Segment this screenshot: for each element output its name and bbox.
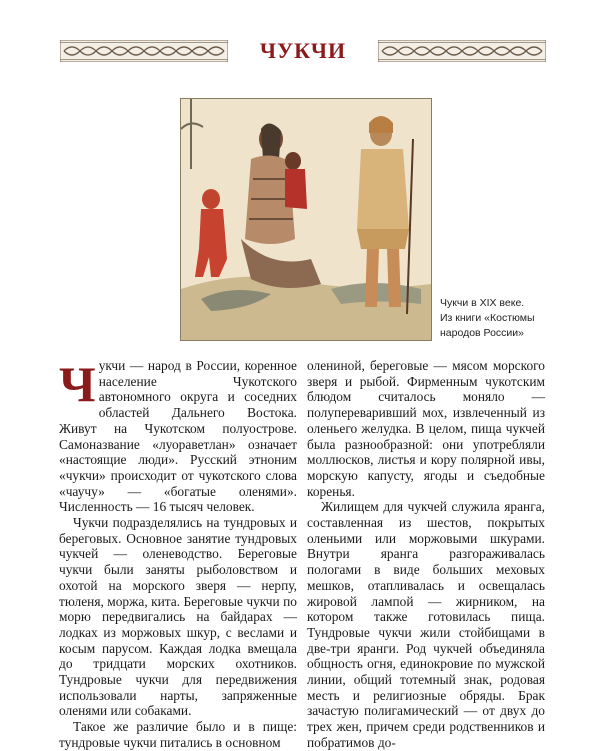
ornament-right-icon [378, 40, 546, 62]
paragraph-text: укчи — народ в России, коренное население Чукотского автономного округа и соседних областей Дальнего Востока. Живут на Чукотском полуострове. Самоназвание «луораветлан» означает «настоящие люди». Русский этноним «чукчи» происходит от чукотского слова «чаучу» — «богатые оленями». Численность — 16 тысяч человек. [59, 358, 297, 515]
paragraph: олениной, береговые — мясом морского зверя и рыбой. Фирменным чукотским блюдом считалось моняло — полупереваривший мох, извлеченный из оленьего желудка. В целом, пища чукчей была разнообразной: они употребляли моллюсков, листья и кору полярной ивы, морскую капусту, ягоды и съедобные коренья. [307, 358, 545, 499]
chapter-header [60, 36, 546, 68]
paragraph: Чукчи подразделялись на тундровых и береговых. Основное занятие тундровых чукчей — оленеводство. Береговые чукчи были заняты рыболовством и охотой на морского зверя — нерпу, тюленя, моржа, кита. Береговые чукчи по морю передвигались на байдарах — лодках из моржовых шкур, с веслами и косым парусом. Каждая лодка вмещала до тридцати морских охотников. Тундровые чукчи для передвижения использовали нарты, запряженные оленями или собаками. [59, 515, 297, 719]
paragraph [59, 358, 297, 515]
caption-line: Чукчи в XIX веке. [440, 297, 525, 309]
paragraph: Жилищем для чукчей служила яранга, составленная из шестов, покрытых оленьими или моржовыми шкурами. Внутри яранга разгораживалась пологами в виде больших меховых мешков, отапливалась и освещалась жировой лампой — жирником, на котором также готовилась пища. Тундровые чукчи жили стойбищами в две-три яранги. Род чукчей объединяла общность огня, единокровие по мужской линии, общий тотемный знак, родовая месть и религиозные обряды. Брак зачастую полигамический — от двух до трех жен, причем среди родственников и побратимов до- [307, 499, 545, 750]
text-column-left [59, 358, 297, 751]
drop-cap: Ч [59, 356, 96, 412]
caption-line: народов России» [440, 327, 524, 339]
paragraph: Такое же различие было и в пище: тундровые чукчи питались в основном [59, 719, 297, 750]
illustration-chukchi [180, 98, 432, 341]
illustration-image [181, 99, 431, 340]
page-title: ЧУКЧИ [259, 38, 347, 63]
caption-line: Из книги «Костюмы [440, 312, 535, 324]
ornament-left-icon [60, 40, 228, 62]
figure-caption [440, 296, 590, 341]
text-column-right [307, 358, 545, 751]
